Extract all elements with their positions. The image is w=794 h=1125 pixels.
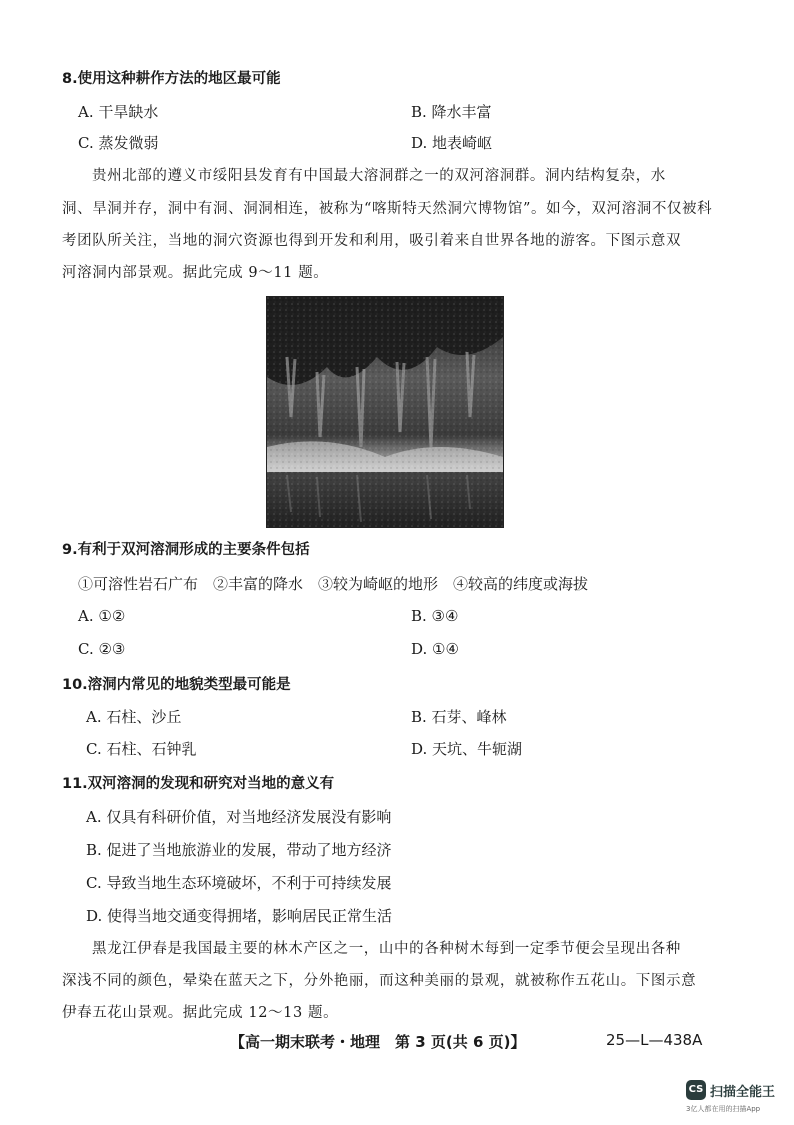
q9-option-a: A. ①② <box>78 607 126 625</box>
q8-option-a: A. 干旱缺水 <box>78 103 159 121</box>
q11-option-c: C. 导致当地生态环境破坏，不利于可持续发展 <box>86 874 392 892</box>
exam-code: 25—L—438A <box>606 1031 703 1049</box>
q11-option-a: A. 仅具有科研价值，对当地经济发展没有影响 <box>86 808 392 826</box>
q10-option-a: A. 石柱、沙丘 <box>86 708 182 726</box>
camscanner-tagline: 3亿人都在用的扫描App <box>686 1105 761 1113</box>
q9-option-c: C. ②③ <box>78 640 126 658</box>
passage-wuhua-line-2: 深浅不同的颜色，晕染在蓝天之下，分外艳丽，而这种美丽的景观，就被称作五花山。下图示意 <box>62 973 697 989</box>
passage-wuhua-line-3: 伊春五花山景观。据此完成 12～13 题。 <box>62 1005 339 1021</box>
passage-cave-line-1: 贵州北部的遵义市绥阳县发育有中国最大溶洞群之一的双河溶洞群。洞内结构复杂，水 <box>92 168 666 184</box>
scanner-watermark <box>686 1080 786 1120</box>
q10-option-c: C. 石柱、石钟乳 <box>86 740 197 758</box>
camscanner-name: 扫描全能王 <box>710 1085 776 1100</box>
passage-cave-line-3: 考团队所关注，当地的洞穴资源也得到开发和利用，吸引着来自世界各地的游客。下图示意双 <box>62 233 682 249</box>
q9-statements: ①可溶性岩石广布 ②丰富的降水 ③较为崎岖的地形 ④较高的纬度或海拔 <box>78 575 589 593</box>
q9-option-b: B. ③④ <box>411 607 459 625</box>
q11-option-b: B. 促进了当地旅游业的发展，带动了地方经济 <box>86 841 392 859</box>
question-11-stem: 11.双河溶洞的发现和研究对当地的意义有 <box>62 776 335 792</box>
q8-option-b: B. 降水丰富 <box>411 103 492 121</box>
cave-interior-photo <box>266 296 504 528</box>
question-8-stem: 8.使用这种耕作方法的地区最可能 <box>62 71 281 87</box>
question-10-stem: 10.溶洞内常见的地貌类型最可能是 <box>62 677 291 693</box>
q8-option-c: C. 蒸发微弱 <box>78 134 159 152</box>
camscanner-logo-icon: CS <box>686 1080 706 1100</box>
q9-option-d: D. ①④ <box>411 640 459 658</box>
q10-option-b: B. 石芽、峰林 <box>411 708 507 726</box>
passage-cave-line-2: 洞、旱洞并存，洞中有洞、洞洞相连，被称为“喀斯特天然洞穴博物馆”。如今，双河溶洞不仅被科 <box>62 201 713 217</box>
question-9-stem: 9.有利于双河溶洞形成的主要条件包括 <box>62 542 310 558</box>
q10-option-d: D. 天坑、牛轭湖 <box>411 740 523 758</box>
passage-wuhua-line-1: 黑龙江伊春是我国最主要的林木产区之一，山中的各种树木每到一定季节便会呈现出各种 <box>92 941 681 957</box>
q8-option-d: D. 地表崎岖 <box>411 134 493 152</box>
page-footer-title: 【高一期末联考・地理 第 3 页(共 6 页)】 <box>230 1033 526 1051</box>
passage-cave-line-4: 河溶洞内部景观。据此完成 9～11 题。 <box>62 265 329 281</box>
q11-option-d: D. 使得当地交通变得拥堵，影响居民正常生活 <box>86 907 393 925</box>
